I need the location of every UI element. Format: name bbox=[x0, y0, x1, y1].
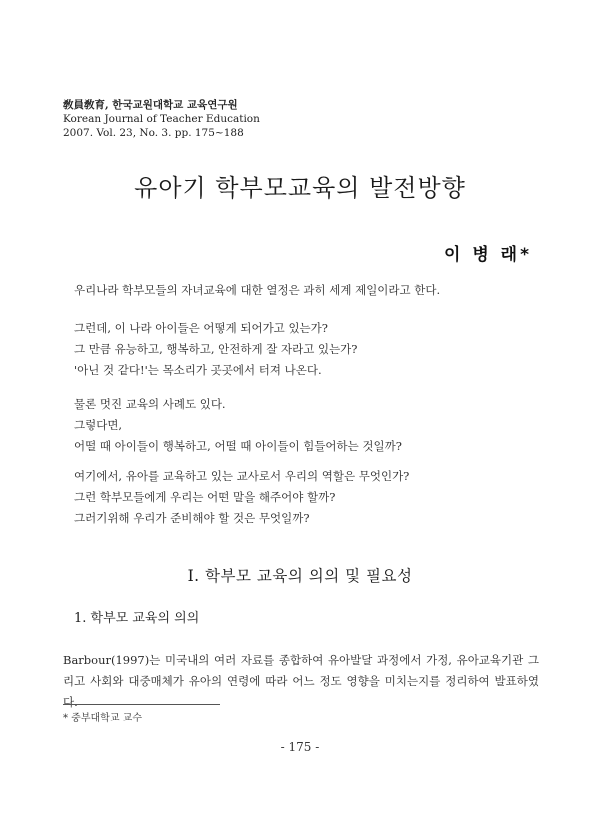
intro-paragraph-1 bbox=[74, 280, 544, 301]
intro-paragraph-2 bbox=[74, 318, 544, 381]
intro-line: 그렇다면, bbox=[74, 418, 123, 432]
footnote-divider bbox=[63, 704, 220, 705]
intro-line: 그런 학부모들에게 우리는 어떤 말을 해주어야 할까? bbox=[74, 490, 336, 504]
intro-line: 우리나라 학부모들의 자녀교육에 대한 열정은 과히 세계 제일이라고 한다. bbox=[74, 283, 441, 297]
intro-line: 여기에서, 유아를 교육하고 있는 교사로서 우리의 역할은 무엇인가? bbox=[74, 469, 410, 483]
paper-title: 유아기 학부모교육의 발전방향 bbox=[134, 174, 466, 202]
intro-line: 어떨 때 아이들이 행복하고, 어떨 때 아이들이 힘들어하는 것일까? bbox=[74, 439, 402, 453]
intro-line: 그런데, 이 나라 아이들은 어떻게 되어가고 있는가? bbox=[74, 321, 328, 335]
journal-header bbox=[63, 98, 260, 140]
section-heading: Ⅰ. 학부모 교육의 의의 및 필요성 bbox=[187, 567, 413, 585]
intro-line: 그러기위해 우리가 준비해야 할 것은 무엇일까? bbox=[74, 511, 310, 525]
intro-line: '아닌 것 같다!'는 목소리가 곳곳에서 터져 나온다. bbox=[74, 363, 322, 377]
footnote: * 중부대학교 교수 bbox=[63, 713, 142, 724]
page-number: - 175 - bbox=[280, 740, 320, 754]
journal-name-korean: 敎員敎育, 한국교원대학교 교육연구원 bbox=[63, 99, 238, 111]
intro-line: 물론 멋진 교육의 사례도 있다. bbox=[74, 397, 226, 411]
intro-paragraph-3 bbox=[74, 394, 544, 457]
intro-line: 그 만큼 유능하고, 행복하고, 안전하게 잘 자라고 있는가? bbox=[74, 342, 358, 356]
journal-name-english: Korean Journal of Teacher Education bbox=[63, 113, 260, 125]
intro-paragraph-4 bbox=[74, 466, 544, 529]
author-name: 이 병 래* bbox=[444, 245, 532, 265]
body-paragraph-text: Barbour(1997)는 미국내의 여러 자료를 종합하여 유아발달 과정에서 가정, 유아교육기관 그리고 사회와 대중매체가 유아의 연령에 따라 어느 정도 영향을 미치는지를 정리하여 발표하였다. bbox=[63, 653, 539, 709]
subsection-heading: 1. 학부모 교육의 의의 bbox=[74, 611, 200, 626]
volume-info: 2007. Vol. 23, No. 3. pp. 175~188 bbox=[63, 127, 244, 139]
